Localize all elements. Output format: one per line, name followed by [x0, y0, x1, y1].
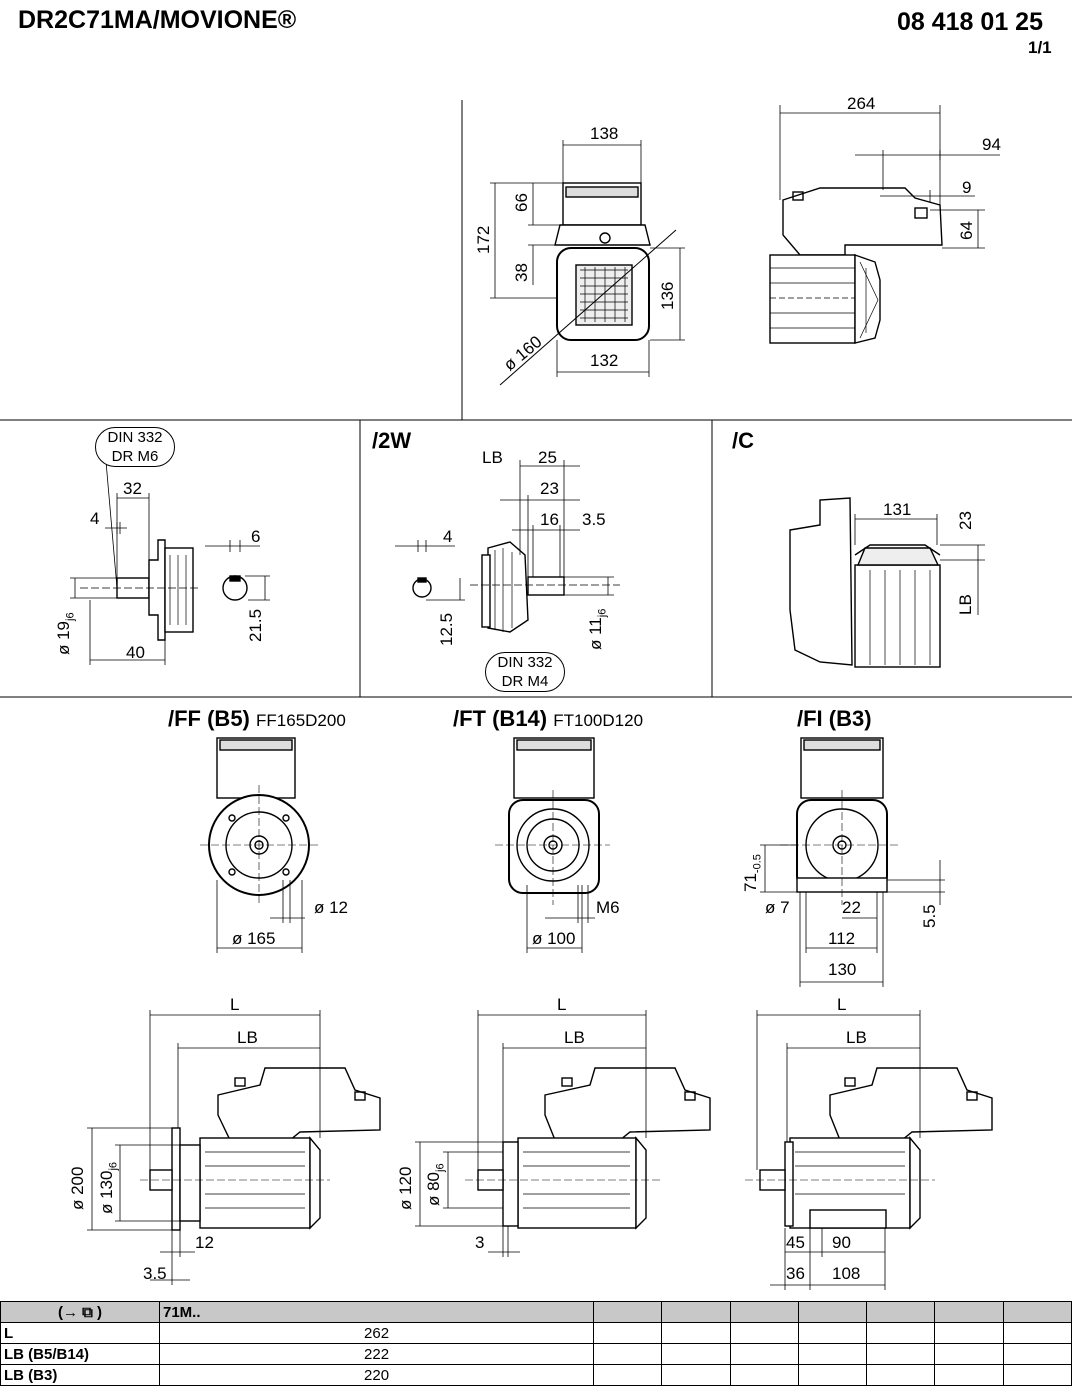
- table-cell-empty: [867, 1344, 935, 1365]
- dim-height-box: 66: [512, 193, 531, 212]
- ft-flange-view: [495, 738, 610, 905]
- table-row-value: 220: [160, 1365, 594, 1386]
- dim-2w-dia-11-value: ø 11: [586, 617, 605, 650]
- table-row-label: L: [1, 1323, 160, 1344]
- dim-2w-12-5: 12.5: [437, 612, 456, 646]
- dim-bm-120: ø 120: [396, 1166, 415, 1210]
- table-cell-empty: [730, 1344, 798, 1365]
- dim-ff-12: ø 12: [314, 898, 349, 917]
- dim-bm-lb: LB: [564, 1028, 585, 1047]
- table-cell-empty: [1003, 1323, 1071, 1344]
- dim-bl-12: 12: [195, 1233, 214, 1252]
- dim-shaft-dia-19: [54, 612, 76, 655]
- table-cell-empty: [798, 1344, 866, 1365]
- dim-2w-25: 25: [538, 448, 557, 467]
- dim-br-90: 90: [832, 1233, 851, 1252]
- din-standard: DIN 332: [107, 429, 163, 446]
- table-row-value: 222: [160, 1344, 594, 1365]
- table-cell-empty: [867, 1365, 935, 1386]
- document-number: 08 418 01 25: [897, 8, 1043, 36]
- dim-fi-112: 112: [828, 929, 856, 948]
- dim-bm-80-value: ø 80: [424, 1171, 443, 1206]
- dim-shaft-4: 4: [90, 509, 100, 528]
- table-cell-empty: [1003, 1365, 1071, 1386]
- dim-shaft-dia-19-tolerance: j6: [64, 612, 77, 621]
- canopy-view: [790, 498, 940, 667]
- table-cell-empty: [730, 1323, 798, 1344]
- din-note-2w: [485, 652, 565, 692]
- dim-side-offset: 94: [982, 135, 1001, 154]
- dim-ft-100: ø 100: [532, 929, 576, 948]
- dim-bm-3: 3: [475, 1233, 485, 1252]
- dim-width-top: 138: [590, 124, 619, 143]
- section-title-ft: [453, 706, 643, 732]
- section-title-2w: /2W: [372, 428, 412, 453]
- table-row-label: LB (B3): [1, 1365, 160, 1386]
- dim-shaft-32: 32: [123, 479, 142, 498]
- section-title-fi: /FI (B3): [797, 706, 872, 731]
- ft-code: FT100D120: [553, 711, 644, 730]
- ft-title: /FT (B14): [453, 706, 548, 731]
- dim-side-length: 264: [847, 94, 876, 113]
- dim-br-lb: LB: [846, 1028, 867, 1047]
- dim-ft-m6: M6: [596, 898, 620, 917]
- table-cell-empty: [594, 1344, 662, 1365]
- dim-bm-l: L: [557, 995, 567, 1014]
- table-cell-empty: [662, 1323, 730, 1344]
- table-cell-empty: [594, 1365, 662, 1386]
- dim-side-step: 9: [962, 178, 972, 197]
- dim-fi-22: 22: [842, 898, 861, 917]
- table-header-empty: [935, 1302, 1003, 1323]
- dim-2w-16: 16: [540, 510, 559, 529]
- table-cell-empty: [1003, 1344, 1071, 1365]
- dim-2w-4: 4: [443, 527, 453, 546]
- motor-side-view: [770, 188, 942, 343]
- table-cell-empty: [662, 1344, 730, 1365]
- dimension-table: [0, 1301, 1072, 1386]
- table-header-empty: [730, 1302, 798, 1323]
- dim-br-36: 36: [786, 1264, 805, 1283]
- dim-bl-200: ø 200: [68, 1166, 87, 1210]
- dim-bl-130-value: ø 130: [97, 1170, 116, 1214]
- table-header-empty: [594, 1302, 662, 1323]
- table-header-size: 71M..: [160, 1302, 594, 1323]
- table-cell-empty: [867, 1323, 935, 1344]
- dim-fi-71: [741, 854, 763, 892]
- table-row-value: 262: [160, 1323, 594, 1344]
- dim-diameter-160: ø 160: [500, 332, 546, 375]
- dim-bl-lb: LB: [237, 1028, 258, 1047]
- shaft-end-view: [80, 450, 247, 640]
- table-cell-empty: [730, 1365, 798, 1386]
- section-title-c: /C: [732, 428, 754, 453]
- dim-br-45: 45: [786, 1233, 805, 1252]
- dim-width-bottom: 132: [590, 351, 619, 370]
- table-header-empty: [662, 1302, 730, 1323]
- table-cell-empty: [662, 1365, 730, 1386]
- dim-br-l: L: [837, 995, 847, 1014]
- dim-ff-165: ø 165: [232, 929, 276, 948]
- table-cell-empty: [935, 1323, 1003, 1344]
- page-number: 1/1: [1028, 38, 1052, 57]
- dim-2w-dia-11: [586, 609, 608, 650]
- dim-fi-71-value: 71: [741, 873, 760, 892]
- bottom-right-motor: [745, 1068, 992, 1228]
- dim-bl-130: [97, 1162, 119, 1214]
- dim-height-mid: 38: [512, 263, 531, 282]
- dim-shaft-6: 6: [251, 527, 261, 546]
- dim-bl-3-5: 3.5: [143, 1264, 167, 1283]
- dim-height-total: 172: [474, 225, 493, 254]
- bottom-left-motor: [140, 1068, 380, 1230]
- table-row: [1, 1365, 1072, 1386]
- table-header-empty: [798, 1302, 866, 1323]
- dim-2w-dia-11-tolerance: j6: [596, 608, 609, 618]
- dim-c-23: 23: [956, 511, 975, 530]
- bottom-mid-motor: [465, 1068, 710, 1228]
- table-cell-empty: [798, 1323, 866, 1344]
- dim-side-height: 64: [957, 221, 976, 240]
- table-header-ref: (→ ⧉ ): [1, 1302, 160, 1323]
- dim-shaft-dia-19-value: ø 19: [54, 620, 73, 655]
- ff-title: /FF (B5): [168, 706, 250, 731]
- table-row: [1, 1323, 1072, 1344]
- table-cell-empty: [798, 1365, 866, 1386]
- table-header-row: [1, 1302, 1072, 1323]
- dim-fi-71-tolerance: -0.5: [751, 854, 764, 874]
- dim-c-131: 131: [883, 500, 912, 519]
- dim-2w-23: 23: [540, 479, 559, 498]
- table-row-label: LB (B5/B14): [1, 1344, 160, 1365]
- dim-fi-130: 130: [828, 960, 857, 979]
- table-header-empty: [867, 1302, 935, 1323]
- ff-code: FF165D200: [256, 711, 346, 730]
- dim-bl-l: L: [230, 995, 240, 1014]
- fi-foot-view: [780, 738, 900, 905]
- dim-fi-5-5: 5.5: [920, 904, 939, 928]
- din-note-shaft: [95, 427, 175, 467]
- din-thread: DR M6: [111, 448, 159, 465]
- dim-height-flange: 136: [658, 281, 677, 310]
- dim-bl-130-tolerance: j6: [107, 1161, 120, 1171]
- table-cell-empty: [594, 1323, 662, 1344]
- dim-br-108: 108: [832, 1264, 861, 1283]
- dim-bm-80-tolerance: j6: [434, 1163, 447, 1172]
- din-standard-2w: DIN 332: [497, 654, 553, 671]
- ff-flange-view: [200, 738, 320, 905]
- dim-c-lb: LB: [956, 594, 975, 615]
- dim-2w-lb: LB: [482, 448, 503, 467]
- table-header-empty: [1003, 1302, 1071, 1323]
- dim-shaft-40: 40: [126, 643, 145, 662]
- dim-shaft-21-5: 21.5: [246, 608, 265, 642]
- dim-bm-80: [424, 1163, 446, 1206]
- dim-fi-7: ø 7: [765, 898, 790, 917]
- din-thread-2w: DR M4: [501, 673, 549, 690]
- table-cell-empty: [935, 1365, 1003, 1386]
- table-cell-empty: [935, 1344, 1003, 1365]
- dim-2w-3-5: 3.5: [582, 510, 606, 529]
- model-title: DR2C71MA/MOVIONE®: [18, 6, 297, 34]
- table-row: [1, 1344, 1072, 1365]
- section-title-ff: [168, 706, 346, 732]
